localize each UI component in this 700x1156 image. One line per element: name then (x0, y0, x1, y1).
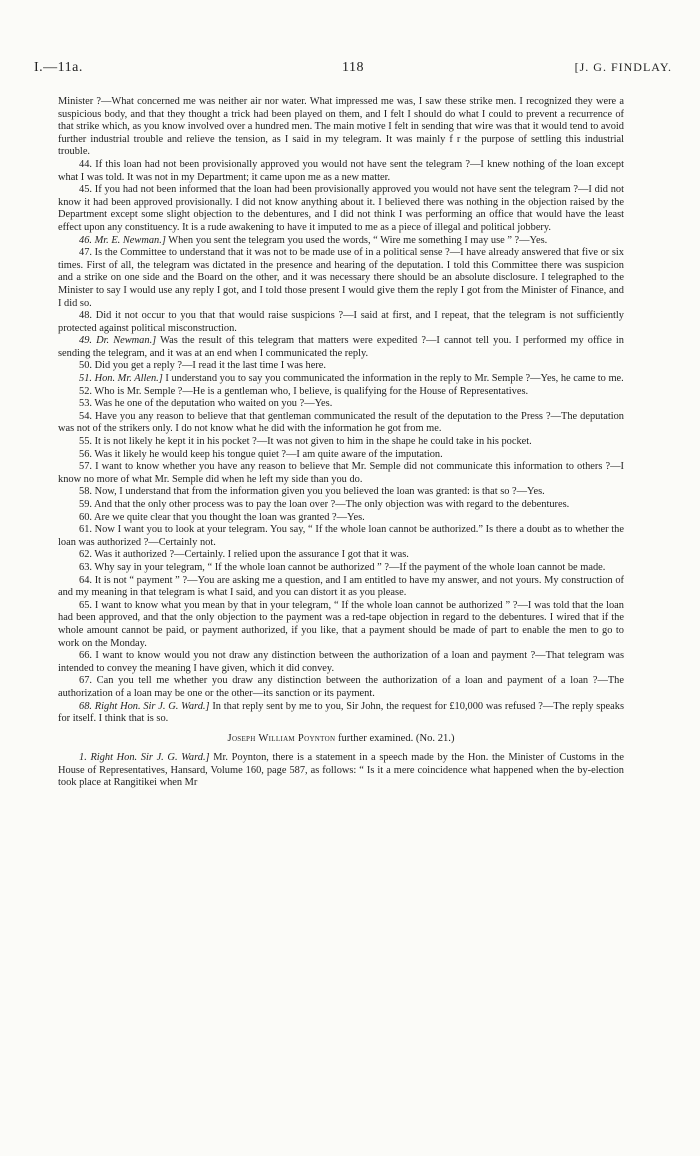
speaker: 68. Right Hon. Sir J. G. Ward.] (79, 700, 210, 712)
paragraph-text: 61. Now I want you to look at your telegram. You say, “ If the whole loan cannot be authorized.” Is there a doubt as to whether the loan was authorized ?—Certainly not. (58, 524, 624, 548)
paragraph-text: 47. Is the Committee to understand that it was not to be made use of in a political sense ?—I have already answered that five or six times. First of all, the telegram was dictated in the presence and hearing of the deputation. I told this Committee there was suspicion and a strike on one side and the Board on the other, and it was necessary there should be an absolute disclosure. I telegraphed to the Minister to say I would use any reply I got, and I told those present I would give them the reply I got from the Minister of Finance, and I did so. (58, 247, 624, 309)
paragraph-text: Was the result of this telegram that matters were expedited ?—I cannot tell you. I performed my office in sending the telegram, and it was at an end when I communicated the reply. (58, 335, 624, 359)
paragraph-text: 50. Did you get a reply ?—I read it the last time I was here. (79, 360, 326, 372)
witness-heading-rest: further examined. (No. 21.) (335, 732, 455, 744)
paragraph-text: 53. Was he one of the deputation who waited on you ?—Yes. (79, 398, 333, 410)
speaker: 49. Dr. Newman.] (79, 335, 157, 347)
paragraph (58, 449, 624, 462)
paragraph-text: 65. I want to know what you mean by that in your telegram, “ If the whole loan cannot be authorized ” ?—I was told that the loan had been approved, and that the only objection to the payment was a red-tape objection in regard to the debentures. I wired that if the whole amount cannot be paid, or payment authorized, if you like, that a payment should be made of part to enable the men to go to work on the Monday. (58, 599, 624, 649)
paragraph (58, 549, 624, 562)
paragraph-text: 64. It is not “ payment ” ?—You are asking me a question, and I am entitled to have my answer, and not yours. My construction of and my meaning in that telegram is what I said, and you can distort it as you please. (58, 574, 624, 599)
paragraph-text: 60. Are we quite clear that you thought the loan was granted ?—Yes. (79, 511, 365, 523)
paragraph (58, 600, 624, 650)
paragraph (58, 96, 624, 159)
paragraph (58, 398, 624, 411)
paragraph (58, 562, 624, 575)
document-body (58, 96, 624, 790)
paragraph-text: 48. Did it not occur to you that that would raise suspicions ?—I said at first, and I repeat, that the telegram is not sufficiently protected against political misconstruction. (58, 310, 624, 334)
paragraph (58, 575, 624, 600)
paper-reference: I.—11a. (34, 60, 83, 75)
paragraph-text: 63. Why say in your telegram, “ If the whole loan cannot be authorized ” ?—If the payment of the whole loan cannot be made. (79, 561, 606, 573)
page-number: 118 (342, 60, 364, 75)
speaker: 1. Right Hon. Sir J. G. Ward.] (79, 752, 210, 764)
paragraph (58, 461, 624, 486)
paragraph (58, 512, 624, 525)
paragraph (58, 159, 624, 184)
paragraph-text: 45. If you had not been informed that the loan had been provisionally approved you would not have sent the telegram ?—I did not know it had been approved provisionally. I did not know anything about it. I believed there was nothing in the objection raised by the Department except some slight objection to the debentures, and I did not think I was performing an office that would have the least effect upon any constituency. It is a rude awakening to have it imputed to me as a piece of illegal and political jobbery. (58, 184, 624, 233)
paragraph (58, 335, 624, 360)
paragraph-text: 59. And that the only other process was to pay the loan over ?—The only objection was with regard to the debentures. (79, 499, 570, 510)
paragraph-text: 55. It is not likely he kept it in his pocket ?—It was not given to him in the shape he could take in his pocket. (79, 436, 532, 448)
paragraph (58, 184, 624, 234)
paragraph (58, 701, 624, 726)
paragraph-text: In that reply sent by me to you, Sir John, the request for £10,000 was refused ?—The reply speaks for itself. I think that is so. (58, 700, 624, 725)
paragraph (58, 373, 624, 386)
page-header (34, 60, 672, 80)
paragraph-text: 54. Have you any reason to believe that that gentleman communicated the result of the deputation to the Press ?—The deputation was not of the strikers only. I do not know what he did with the information he got from me. (58, 410, 624, 435)
paragraph (58, 499, 624, 512)
speaker: 51. Hon. Mr. Allen.] (79, 373, 163, 385)
evidence-paragraphs (58, 96, 624, 726)
paragraph (58, 360, 624, 373)
paragraph (58, 675, 624, 700)
paragraph-text: When you sent the telegram you used the words, “ Wire me something I may use ” ?—Yes. (165, 234, 548, 246)
paragraph-text: 52. Who is Mr. Semple ?—He is a gentleman who, I believe, is qualifying for the House of Representatives. (79, 385, 529, 397)
witness-name: [J. G. FINDLAY. (574, 60, 672, 74)
paragraph (58, 386, 624, 399)
paragraph-text: 58. Now, I understand that from the information given you you believed the loan was granted: is that so ?—Yes. (79, 486, 545, 498)
paragraph-text: Mr. Poynton, there is a statement in a speech made by the Hon. the Minister of Customs in the House of Representatives, Hansard, Volume 160, page 587, as follows: “ Is it a mere coincidence what happened when the by-election took place at Rangitikei when Mr (58, 752, 624, 789)
paragraph-text: 66. I want to know would you not draw any distinction between the authorization of a loan and payment ?—That telegram was intended to convey the meaning I have given, which it did convey. (58, 650, 624, 674)
paragraph (58, 436, 624, 449)
paragraph-text: I understand you to say you communicated the information in the reply to Mr. Semple ?—Yes, he came to me. (162, 373, 624, 385)
paragraph (58, 524, 624, 549)
paragraph (58, 650, 624, 675)
witness-heading-name: Joseph William Poynton (227, 732, 336, 744)
paragraph (58, 247, 624, 310)
paragraph-text: 44. If this loan had not been provisionally approved you would not have sent the telegram ?—I knew nothing of the loan except what I was told. It was not in my Department; it came upon me as a new matter. (58, 158, 624, 183)
paragraph (58, 310, 624, 335)
speaker: 46. Mr. E. Newman.] (79, 234, 166, 246)
paragraph-text: 62. Was it authorized ?—Certainly. I relied upon the assurance I got that it was. (79, 549, 409, 561)
paragraph (58, 235, 624, 248)
paragraph-text: Minister ?—What concerned me was neither air nor water. What impressed me was, I saw these strike men. I recognized they were a suspicious body, and that they thought a trick had been played on them, and I felt I should do what I could to prevent a recurrence of that strike which, as you know involved over a hundred men. The main motive I felt in sending that wire was that it would tend to avoid further industrial trouble and relieve the tension, as I said in my telegram. It was mainly f r the purpose of settling this industrial trouble. (58, 96, 624, 158)
paragraph-text: 56. Was it likely he would keep his tongue quiet ?—I am quite aware of the imputation. (79, 448, 443, 460)
paragraph (58, 486, 624, 499)
paragraph-text: 57. I want to know whether you have any reason to believe that Mr. Semple did not communicate this information to others ?—I know no more of what Mr. Semple did when he left my side than you do. (58, 461, 624, 485)
paragraph-text: 67. Can you tell me whether you draw any distinction between the authorization of a loan and payment of a loan ?—The authorization of a loan may be one or the other—its sanction or its payment. (58, 675, 624, 699)
paragraph (58, 411, 624, 436)
paragraph (58, 752, 624, 790)
section-heading (58, 733, 624, 746)
